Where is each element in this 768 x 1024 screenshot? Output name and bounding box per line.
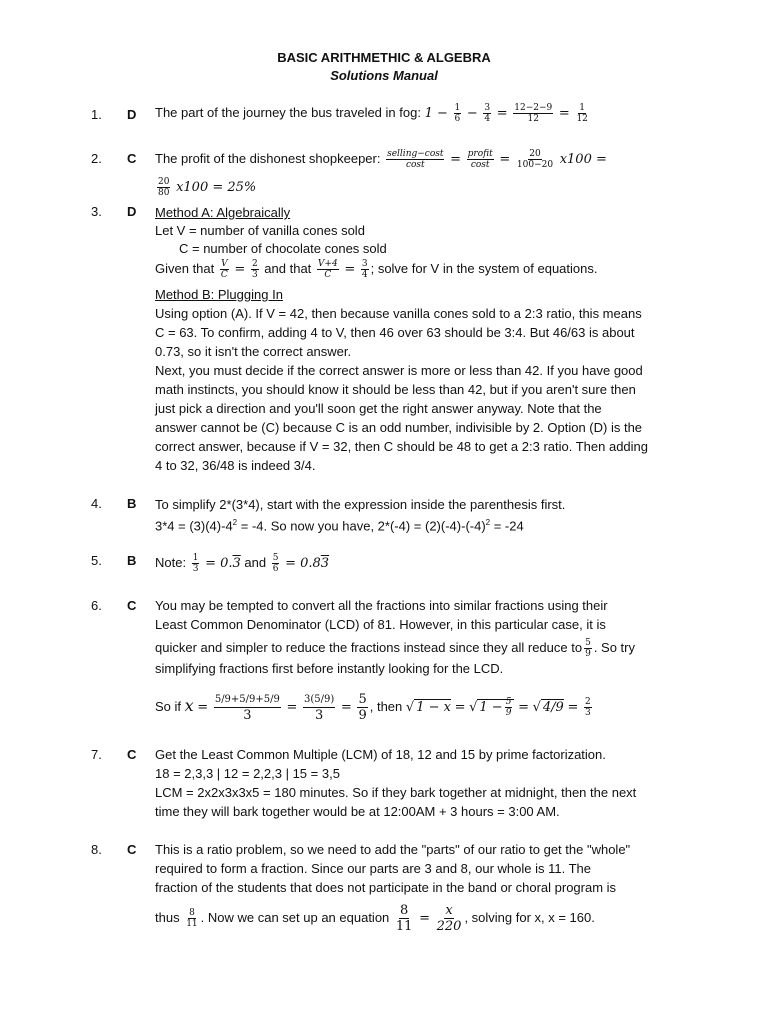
q8-equation: thus $\frac{8}{11}$ . Now we can set up an equation $\frac{8}{11}$ = $\frac{x}{220}$ , solving for x, x = 160. bbox=[155, 903, 595, 934]
q8-text-line: fraction of the students that does not participate in the band or choral program is bbox=[155, 880, 617, 895]
q3-text-line: 0.73, so it isn't the correct answer. bbox=[155, 344, 352, 359]
q7-text-line: Get the Least Common Multiple (LCM) of 18, 12 and 15 by prime factorization. bbox=[155, 747, 606, 762]
q3-let-v: Let V = number of vanilla cones sold bbox=[155, 223, 365, 238]
answer-letter: B bbox=[127, 553, 137, 568]
q3-text-line: C = 63. To confirm, adding 4 to V, then 46 over 63 should be 3:4. But 46/63 is about bbox=[155, 325, 635, 340]
question-number: 2. bbox=[91, 151, 102, 166]
q4-line1: To simplify 2*(3*4), start with the expression inside the parenthesis first. bbox=[155, 497, 566, 512]
q6-equation: So if x = $\frac{5/9+5/9+5/9}{3}$ = $\frac{3(5/9)}{3}$ = $\frac{5}{9}$ , then √ 1 − x = √ 1 − $\frac{5}{9}$ = √ 4/9 = $\frac{2}{3}$ bbox=[155, 692, 591, 723]
q3-given: Given that $\frac{V}{C}$ = $\frac{2}{3}$ and that $\frac{V+4}{C}$ = $\frac{3}{4}$ ; solve for V in the system of equations. bbox=[155, 259, 598, 280]
question-number: 6. bbox=[91, 598, 102, 613]
q6-text-line: simplifying fractions first before instantly looking for the LCD. bbox=[155, 661, 504, 676]
q2-solution-line1: The profit of the dishonest shopkeeper: $\frac{\text{selling−cost}}{\cos t}$ = $\frac{\text{profit}}{\cos t}$ = $\frac{20}{100-20}$ x100 = bbox=[155, 149, 607, 170]
q8-text-line: This is a ratio problem, so we need to add the "parts" of our ratio to get the "whole" bbox=[155, 842, 631, 857]
answer-letter: C bbox=[127, 151, 137, 166]
answer-letter: C bbox=[127, 747, 137, 762]
answer-letter: D bbox=[127, 204, 137, 219]
question-number: 3. bbox=[91, 204, 102, 219]
q5-note: Note: $\frac{1}{3}$ = 0.3 and $\frac{5}{6}$ = 0.83 bbox=[155, 553, 330, 574]
q3-method-a: Method A: Algebraically bbox=[155, 205, 291, 220]
q7-text-line: LCM = 2x2x3x3x5 = 180 minutes. So if they bark together at midnight, then the next bbox=[155, 785, 637, 800]
question-number: 1. bbox=[91, 107, 102, 122]
q3-text-line: math instincts, you should know it should be less than 42, but if you aren't sure then bbox=[155, 382, 636, 397]
question-number: 4. bbox=[91, 496, 102, 511]
q7-text-line: 18 = 2,3,3 | 12 = 2,2,3 | 15 = 3,5 bbox=[155, 766, 340, 781]
q3-text-line: correct answer, because if V = 32, then C should be 48 to get a 2:3 ratio. Then adding bbox=[155, 439, 648, 454]
q3-method-b: Method B: Plugging In bbox=[155, 287, 283, 302]
question-number: 8. bbox=[91, 842, 102, 857]
answer-letter: D bbox=[127, 107, 137, 122]
question-number: 7. bbox=[91, 747, 102, 762]
q1-solution: The part of the journey the bus traveled in fog: 1 − $\frac{1}{6}$ − $\frac{3}{4}$ = $\frac{12-2-9}{12}$ = $\frac{1}{12}$ bbox=[155, 103, 588, 124]
q7-text-line: time they will bark together would be at 12:00AM + 3 hours = 3:00 AM. bbox=[155, 804, 560, 819]
answer-letter: C bbox=[127, 598, 137, 613]
q3-text-line: answer cannot be (C) because C is an odd number, indivisible by 2. Option (D) is the bbox=[155, 420, 643, 435]
q2-solution-line2: $\frac{20}{80}$ x100 = 25% bbox=[158, 177, 257, 198]
answer-letter: C bbox=[127, 842, 137, 857]
q6-text-line: Least Common Denominator (LCD) of 81. However, in this particular case, it is bbox=[155, 617, 606, 632]
q8-text-line: required to form a fraction. Since our parts are 3 and 8, our whole is 11. The bbox=[155, 861, 591, 876]
q3-text-line: Using option (A). If V = 42, then because vanilla cones sold to a 2:3 ratio, this means bbox=[155, 306, 642, 321]
q3-text-line: just pick a direction and you'll soon get the right answer anyway. Note that the bbox=[155, 401, 602, 416]
q6-text-line: You may be tempted to convert all the fractions into similar fractions using their bbox=[155, 598, 608, 613]
q6-text-line: quicker and simpler to reduce the fractions instead since they all reduce to $\frac{5}{9}$ . So try bbox=[155, 638, 635, 659]
q3-let-c: C = number of chocolate cones sold bbox=[179, 241, 387, 256]
q3-text-line: Next, you must decide if the correct answer is more or less than 42. If you have good bbox=[155, 363, 643, 378]
q4-line2: $3*4 = (3)(4)-4^2 = -4$. So now you have, $2*(-4) = (2)(-4)-(-4)^2 = -24$ bbox=[155, 518, 524, 534]
question-number: 5. bbox=[91, 553, 102, 568]
page-title: BASIC ARITHMETHIC & ALGEBRA bbox=[277, 50, 491, 65]
answer-letter: B bbox=[127, 496, 137, 511]
q3-text-line: 4 to 32, 36/48 is indeed 3/4. bbox=[155, 458, 316, 473]
page-subtitle: Solutions Manual bbox=[330, 68, 438, 83]
